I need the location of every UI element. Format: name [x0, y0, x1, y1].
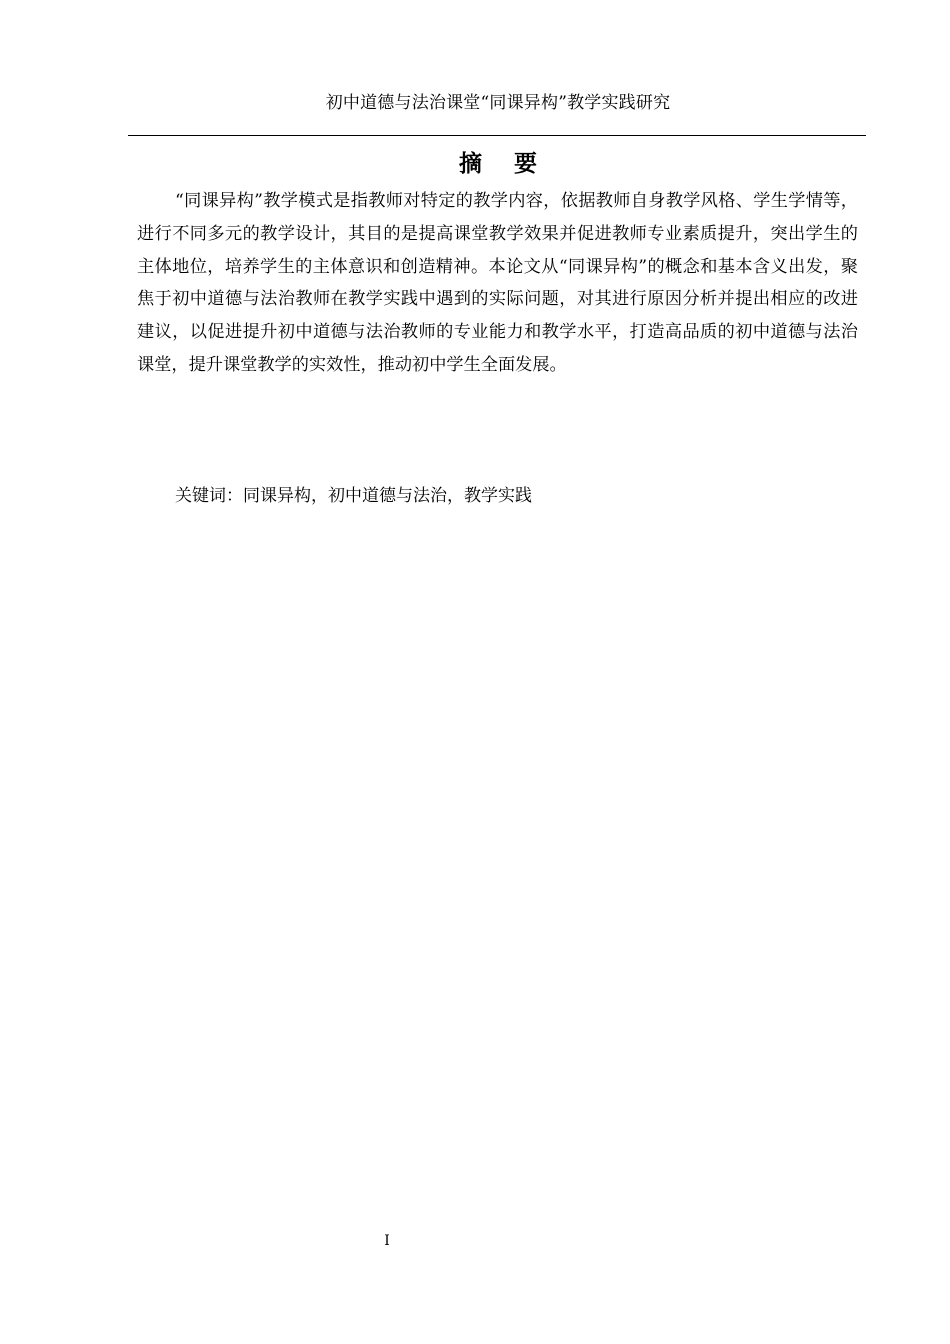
- keywords-line: 关键词：同课异构，初中道德与法治，教学实践: [175, 486, 532, 506]
- running-header: 初中道德与法治课堂“同课异构”教学实践研究: [325, 93, 671, 113]
- abstract-title: 摘 要: [458, 151, 549, 177]
- header-rule: [128, 135, 866, 136]
- abstract-paragraph: “同课异构”教学模式是指教师对特定的教学内容，依据教师自身教学风格、学生学情等，进行不同多元的教学设计，其目的是提高课堂教学效果并促进教师专业素质提升，突出学生的主体地位，培养学生的主体意识和创造精神。本论文从“同课异构”的概念和基本含义出发，聚焦于初中道德与法治教师在教学实践中遇到的实际问题，对其进行原因分析并提出相应的改进建议，以促进提升初中道德与法治教师的专业能力和教学水平，打造高品质的初中道德与法治课堂，提升课堂教学的实效性，推动初中学生全面发展。: [137, 191, 858, 375]
- page-number: I: [384, 1233, 390, 1249]
